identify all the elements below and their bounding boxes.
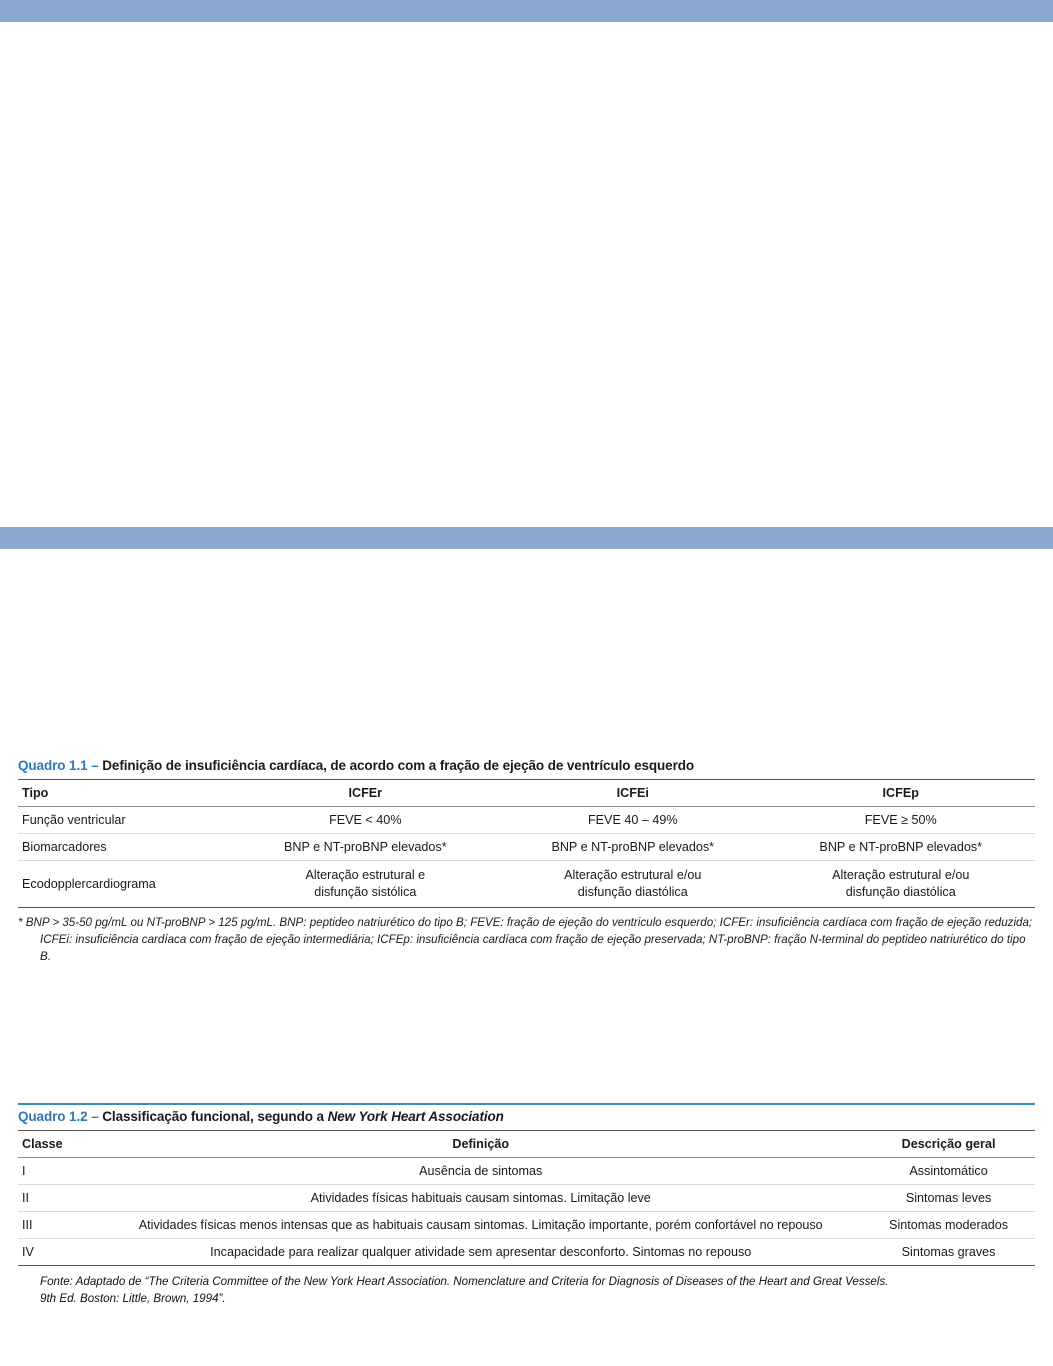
table-header-row (18, 1131, 1035, 1158)
cell-icfep: FEVE ≥ 50% (767, 807, 1036, 834)
quadro-1-1-footnote: * BNP > 35-50 pg/mL ou NT-proBNP > 125 pg/mL. BNP: peptideo natriurético do tipo B; FEVE: fração de ejeção do ventriculo esquerdo; ICFEr: insuficiência cardíaca com fração de ejeção reduzida; ICFEi: insuficiência cardíaca com fração de ejeção intermediária; ICFEp: insuficiência cardíaca com fração de ejeção preservada; NT-proBNP: fração N-terminal do peptideo natriurético do tipo B. (18, 916, 1033, 963)
column-header-definicao: Definição (99, 1131, 862, 1158)
quadro-1-2-title (18, 1109, 1035, 1130)
quadro-1-1-title-text: Definição de insuficiência cardíaca, de acordo com a fração de ejeção de ventrículo esquerdo (102, 758, 695, 773)
quadro-1-2-title-text: Classificação funcional, segundo a (102, 1109, 328, 1124)
cell-classe: I (18, 1158, 99, 1185)
cell-line-1: Alteração estrutural e/ou (564, 868, 702, 882)
cell-line-1: Alteração estrutural e/ou (832, 868, 970, 882)
quadro-1-1-dash: – (91, 758, 99, 773)
cell-icfei: BNP e NT-proBNP elevados* (499, 834, 766, 861)
table-row (18, 834, 1035, 861)
column-header-icfer: ICFEr (232, 780, 499, 807)
table-row (18, 861, 1035, 908)
cell-icfei: FEVE 40 – 49% (499, 807, 766, 834)
cell-descricao: Sintomas moderados (862, 1212, 1035, 1239)
cell-icfei (499, 861, 766, 908)
cell-definicao: Incapacidade para realizar qualquer atividade sem apresentar desconforto. Sintomas no repouso (99, 1239, 862, 1266)
column-header-icfep: ICFEp (767, 780, 1036, 807)
table-row (18, 1212, 1035, 1239)
column-header-classe: Classe (18, 1131, 99, 1158)
source-line-1: Fonte: Adaptado de “The Criteria Committee of the New York Heart Association. Nomenclature and Criteria for Diagnosis of Diseases of the Heart and Great Vessels. (40, 1275, 889, 1288)
cell-line-1: Alteração estrutural e (305, 868, 426, 882)
cell-tipo: Biomarcadores (18, 834, 232, 861)
cell-line-2: disfunção diastólica (845, 885, 956, 899)
cell-descricao: Sintomas leves (862, 1185, 1035, 1212)
cell-icfer: BNP e NT-proBNP elevados* (232, 834, 499, 861)
cell-descricao: Assintomático (862, 1158, 1035, 1185)
cell-classe: II (18, 1185, 99, 1212)
table-row (18, 1239, 1035, 1266)
quadro-1-2-label: Quadro 1.2 (18, 1109, 88, 1124)
column-header-tipo: Tipo (18, 780, 232, 807)
cell-line-2: disfunção sistólica (314, 885, 417, 899)
cell-definicao: Atividades físicas menos intensas que as habituais causam sintomas. Limitação importante, porém confortável no repouso (99, 1212, 862, 1239)
quadro-1-2-source (18, 1266, 1035, 1308)
cell-definicao: Atividades físicas habituais causam sintomas. Limitação leve (99, 1185, 862, 1212)
cell-icfer (232, 861, 499, 908)
cell-classe: IV (18, 1239, 99, 1266)
cell-icfep (767, 861, 1036, 908)
table-row (18, 1185, 1035, 1212)
cell-definicao: Ausência de sintomas (99, 1158, 862, 1185)
quadro-1-2-table (18, 1130, 1035, 1266)
quadro-1-2-block (18, 1103, 1035, 1308)
cell-descricao: Sintomas graves (862, 1239, 1035, 1266)
quadro-1-2-top-rule (18, 1103, 1035, 1105)
column-header-descricao: Descrição geral (862, 1131, 1035, 1158)
quadro-1-1-title (18, 758, 1035, 779)
cell-tipo: Ecodopplercardiograma (18, 861, 232, 908)
quadro-1-2-dash: – (91, 1109, 99, 1124)
table-row (18, 1158, 1035, 1185)
cell-icfep: BNP e NT-proBNP elevados* (767, 834, 1036, 861)
cell-tipo: Função ventricular (18, 807, 232, 834)
table-header-row (18, 780, 1035, 807)
quadro-1-1-table (18, 779, 1035, 908)
cell-line-2: disfunção diastólica (577, 885, 688, 899)
table-row (18, 807, 1035, 834)
cell-classe: III (18, 1212, 99, 1239)
quadro-1-1-block (18, 758, 1035, 965)
quadro-1-2-title-italic: New York Heart Association (327, 1109, 504, 1124)
document-page (18, 0, 1035, 1366)
cell-icfer: FEVE < 40% (232, 807, 499, 834)
quadro-1-1-label: Quadro 1.1 (18, 758, 88, 773)
column-header-icfei: ICFEi (499, 780, 766, 807)
source-line-2: 9th Ed. Boston: Little, Brown, 1994”. (40, 1291, 226, 1305)
